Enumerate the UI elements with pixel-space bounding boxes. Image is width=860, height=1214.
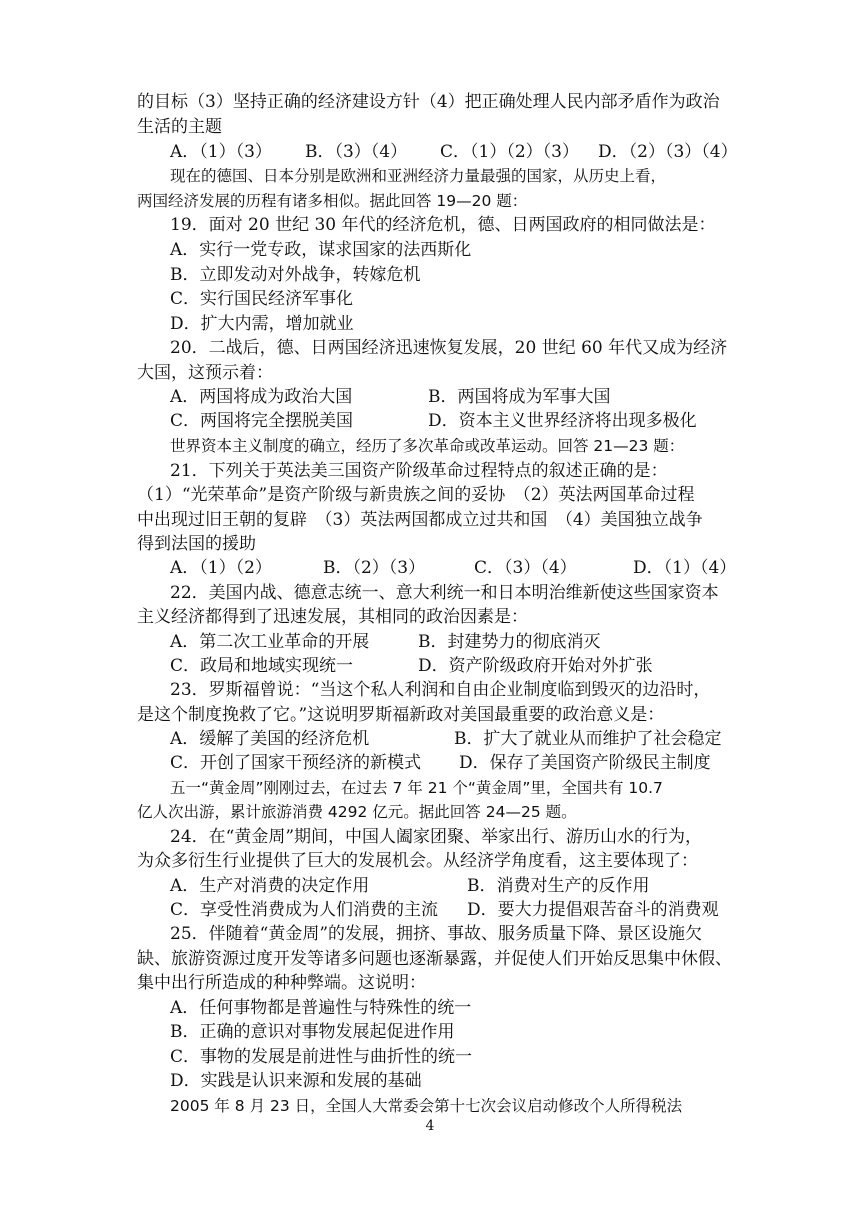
option-c: C．（3）（4） xyxy=(474,558,577,578)
option-d: D．扩大内需，增加就业 xyxy=(170,314,354,334)
option-a: A．（1）（3） xyxy=(170,142,272,162)
question-19: 19．面对 20 世纪 30 年代的经济危机，德、日两国政府的相同做法是： xyxy=(170,215,716,235)
option-d: D．（1）（4） xyxy=(633,558,737,578)
option-a: A．任何事物都是普遍性与特殊性的统一 xyxy=(170,998,472,1018)
option-a: A．两国将成为政治大国 xyxy=(170,387,353,407)
option-b: B．正确的意识对事物发展起促进作用 xyxy=(170,1022,455,1042)
page-number: 4 xyxy=(425,1118,435,1134)
material-intro: 世界资本主义制度的确立，经历了多次革命或改革运动。回答 21—23 题： xyxy=(170,437,685,455)
question-23: 23．罗斯福曾说：“当这个私人利润和自由企业制度临到毁灭的边沿时， xyxy=(170,680,711,700)
option-d: D．要大力提倡艰苦奋斗的消费观 xyxy=(467,900,719,920)
option-a: A．实行一党专政，谋求国家的法西斯化 xyxy=(170,240,472,260)
option-b: B．立即发动对外战争，转嫁危机 xyxy=(170,265,421,285)
question-21: 21．下列关于英法美三国资产阶级革命过程特点的叙述正确的是： xyxy=(170,461,668,481)
question-25-cont: 缺、旅游资源过度开发等诸多问题也逐渐暴露，并促使人们开始反思集中休假、 xyxy=(137,949,732,969)
text-line: 生活的主题 xyxy=(137,117,222,137)
option-b: B．消费对生产的反作用 xyxy=(467,876,650,896)
option-d: D．资产阶级政府开始对外扩张 xyxy=(418,656,653,676)
option-b: B．两国将成为军事大国 xyxy=(428,387,611,407)
option-d: D．（2）（3）（4） xyxy=(598,142,738,162)
option-c: C．政局和地域实现统一 xyxy=(170,656,354,676)
option-c: C．事物的发展是前进性与曲折性的统一 xyxy=(170,1047,473,1067)
option-b: B．（2）（3） xyxy=(323,558,426,578)
material-intro: 两国经济发展的历程有诸多相似。据此回答 19—20 题： xyxy=(137,192,528,210)
option-b: B．（3）（4） xyxy=(305,142,408,162)
question-25: 25．伴随着“黄金周”的发展，拥挤、事故、服务质量下降、景区设施欠 xyxy=(170,924,703,944)
question-21-cont: 得到法国的援助 xyxy=(137,534,256,554)
question-22-cont: 主义经济都得到了迅速发展，其相同的政治因素是： xyxy=(137,607,528,627)
option-c: C．两国将完全摆脱美国 xyxy=(170,411,354,431)
question-20-cont: 大国，这预示着： xyxy=(137,363,273,383)
question-23-cont: 是这个制度挽救了它。”这说明罗斯福新政对美国最重要的政治意义是： xyxy=(137,705,665,725)
material-intro: 2005 年 8 月 23 日，全国人大常委会第十七次会议启动修改个人所得税法 xyxy=(170,1097,683,1115)
text-line: 的目标（3）坚持正确的经济建设方针（4）把正确处理人民内部矛盾作为政治 xyxy=(137,92,720,112)
option-d: D．实践是认识来源和发展的基础 xyxy=(170,1071,422,1091)
material-intro: 五一“黄金周”刚刚过去，在过去 7 年 21 个“黄金周”里，全国共有 10.7 xyxy=(170,779,663,797)
option-b: B．扩大了就业从而维护了社会稳定 xyxy=(454,729,722,749)
question-21-cont: （1）“光荣革命”是资产阶级与新贵族之间的妥协 （2）英法两国革命过程 xyxy=(137,485,695,505)
option-b: B．封建势力的彻底消灭 xyxy=(418,632,601,652)
material-intro: 亿人次出游，累计旅游消费 4292 亿元。据此回答 24—25 题。 xyxy=(137,803,577,821)
option-c: C．（1）（2）（3） xyxy=(440,142,579,162)
question-24-cont: 为众多衍生行业提供了巨大的发展机会。从经济学角度看，这主要体现了： xyxy=(137,851,698,871)
option-c: C．实行国民经济军事化 xyxy=(170,289,354,309)
question-20: 20．二战后，德、日两国经济迅速恢复发展，20 世纪 60 年代又成为经济 xyxy=(170,338,728,358)
option-c: C．开创了国家干预经济的新模式 xyxy=(170,753,422,773)
option-c: C．享受性消费成为人们消费的主流 xyxy=(170,900,439,920)
question-22: 22．美国内战、德意志统一、意大利统一和日本明治维新使这些国家资本 xyxy=(170,583,719,603)
material-intro: 现在的德国、日本分别是欧洲和亚洲经济力量最强的国家，从历史上看， xyxy=(170,167,667,185)
option-a: A．缓解了美国的经济危机 xyxy=(170,729,370,749)
question-24: 24．在“黄金周”期间，中国人阖家团聚、举家出行、游历山水的行为， xyxy=(170,827,703,847)
question-21-cont: 中出现过旧王朝的复辟 （3）英法两国都成立过共和国 （4）美国独立战争 xyxy=(137,510,703,530)
option-d: D．保存了美国资产阶级民主制度 xyxy=(459,753,711,773)
option-a: A．（1）（2） xyxy=(170,558,272,578)
option-a: A．第二次工业革命的开展 xyxy=(170,632,370,652)
option-d: D．资本主义世界经济将出现多极化 xyxy=(428,411,697,431)
question-25-cont: 集中出行所造成的种种弊端。这说明： xyxy=(137,973,426,993)
option-a: A．生产对消费的决定作用 xyxy=(170,876,370,896)
